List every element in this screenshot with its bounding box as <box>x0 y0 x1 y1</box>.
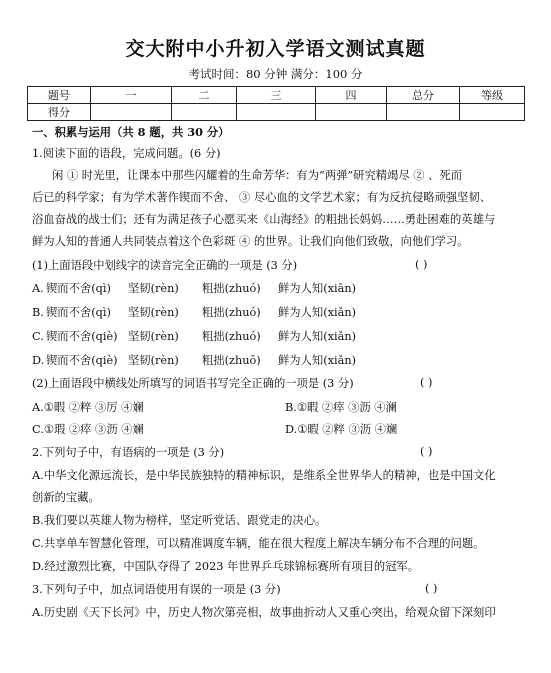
score-header-cell: 四 <box>316 87 387 104</box>
option-item: 鲜为人知(xiǎn) <box>278 306 356 319</box>
score-header-cell: 二 <box>172 87 237 104</box>
option-c[interactable]: C.共享单车智慧化管理，可以精准调度车辆，能在很大程度上解决车辆分布不合理的问题。 <box>32 537 485 550</box>
option-letter: D. <box>285 423 298 436</box>
option-item: 粗拙(zhuó) <box>202 282 261 295</box>
option-item: 鲜为人知(xiǎn) <box>278 330 356 343</box>
option-item: 坚韧(rèn) <box>128 330 179 343</box>
score-table-score-row <box>28 104 525 121</box>
option-text: ①暇 ②粹 ③厉 ④斓 <box>43 401 144 414</box>
answer-blank[interactable]: ( ) <box>420 445 433 458</box>
option-item: 坚韧(rèn) <box>128 282 179 295</box>
option-item: 锲而不舍(qiè) <box>46 354 118 367</box>
option-b[interactable]: B.我们要以英雄人物为榜样，坚定听党话、跟党走的决心。 <box>32 514 327 527</box>
option-a[interactable]: A.历史剧《天下长河》中，历史人物次第亮相，故事曲折动人又重心突出，给观众留下深刻印 <box>32 606 496 619</box>
score-header-cell: 三 <box>237 87 316 104</box>
option-item: 坚韧(rèn) <box>128 306 179 319</box>
option-b[interactable] <box>32 305 356 321</box>
page-title: 交大附中小升初入学语文测试真题 <box>125 38 426 60</box>
score-cell <box>91 104 172 121</box>
option-c[interactable] <box>32 422 144 438</box>
option-item: 粗拙(zhuō) <box>202 354 261 367</box>
option-item: 鲜为人知(xiān) <box>278 282 356 295</box>
score-table <box>27 86 525 121</box>
question-1-stem: 1.阅读下面的语段，完成问题。(6 分) <box>32 147 221 160</box>
score-cell <box>387 104 460 121</box>
option-b[interactable] <box>285 400 397 416</box>
option-d[interactable] <box>32 353 356 369</box>
option-a[interactable] <box>32 281 356 297</box>
passage-line: 闲 ① 时光里，让课本中那些闪耀着的生命芳华：有为“两弹”研究精竭尽 ② 、死而 <box>52 169 463 182</box>
question-1-1-stem: (1)上面语段中划线字的读音完全正确的一项是 (3 分) <box>32 259 298 272</box>
option-letter: D. <box>32 354 45 367</box>
score-table-header-row <box>28 87 525 104</box>
option-letter: A. <box>32 401 44 414</box>
score-header-cell: 等级 <box>460 87 525 104</box>
score-cell <box>172 104 237 121</box>
question-3-stem: 3.下列句子中，加点词语使用有误的一项是 (3 分) <box>32 583 281 596</box>
option-c[interactable] <box>32 329 356 345</box>
option-d[interactable] <box>285 422 397 438</box>
option-letter: B. <box>32 306 44 319</box>
answer-blank[interactable]: ( ) <box>425 582 438 595</box>
option-letter: B. <box>285 401 297 414</box>
option-letter: A. <box>32 282 44 295</box>
option-letter: C. <box>32 330 44 343</box>
option-a[interactable]: A.中华文化源远流长，是中华民族独特的精神标识，是维系全世界华人的精神，也是中国文化 <box>32 469 496 482</box>
score-row-label: 得分 <box>28 104 91 121</box>
passage-line: 后已的科学家；有为学术著作锲而不舍、 ③ 尽心血的文学艺术家；有为反抗侵略顽强坚韧、 <box>32 191 492 204</box>
option-item: 鲜为人知(xiǎn) <box>278 354 356 367</box>
option-d[interactable]: D.经过激烈比赛，中国队夺得了 2023 年世界乒乓球锦标赛所有项目的冠军。 <box>32 560 420 573</box>
option-a-continued: 创新的宝藏。 <box>32 491 100 504</box>
score-cell <box>460 104 525 121</box>
score-header-cell: 一 <box>91 87 172 104</box>
option-item: 坚韧(rèn) <box>128 354 179 367</box>
option-letter: C. <box>32 423 44 436</box>
question-2-stem: 2.下列句子中，有语病的一项是 (3 分) <box>32 446 225 459</box>
exam-info: 考试时间：80 分钟 满分：100 分 <box>188 67 363 81</box>
score-header-cell: 总分 <box>387 87 460 104</box>
option-a[interactable] <box>32 400 144 416</box>
score-cell <box>237 104 316 121</box>
answer-blank[interactable]: ( ) <box>420 376 433 389</box>
passage-line: 浴血奋战的战士们；还有为满足孩子心愿买来《山海经》的粗拙长妈妈……勇赴困难的英雄与 <box>32 213 496 226</box>
option-item: 锲而不舍(qiè) <box>46 330 118 343</box>
score-header-cell: 题号 <box>28 87 91 104</box>
option-text: ①暇 ②瘁 ③沥 ④澜 <box>296 401 397 414</box>
option-item: 粗拙(zhuó) <box>202 330 261 343</box>
option-text: ①暇 ②粹 ③沥 ④斓 <box>297 423 398 436</box>
question-1-2-stem: (2)上面语段中横线处所填写的词语书写完全正确的一项是 (3 分) <box>32 377 354 390</box>
score-cell <box>316 104 387 121</box>
answer-blank[interactable]: ( ) <box>415 258 428 271</box>
section-heading: 一、积累与运用（共 8 题，共 30 分） <box>32 125 230 139</box>
option-text: ①瑕 ②瘁 ③沥 ④斓 <box>43 423 144 436</box>
passage-line: 鲜为人知的普通人共同装点着这个色彩斑 ④ 的世界。让我们向他们致敬，向他们学习。 <box>32 235 469 248</box>
option-item: 粗拙(zhuó) <box>202 306 261 319</box>
option-item: 锲而不舍(qì) <box>46 306 111 319</box>
option-item: 锲而不舍(qì) <box>46 282 111 295</box>
